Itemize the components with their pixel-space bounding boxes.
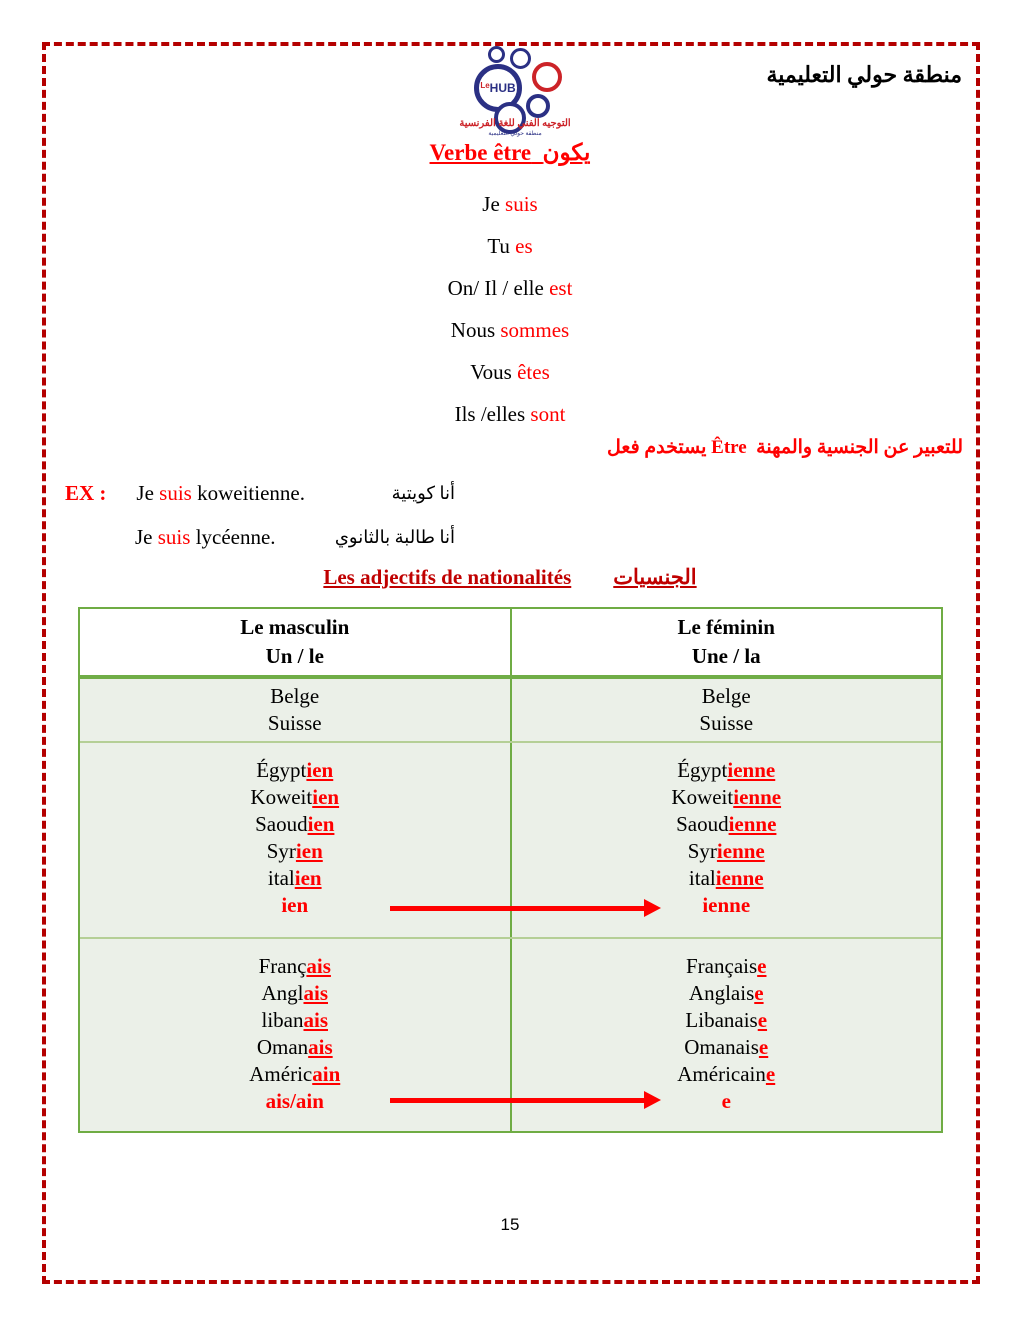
column-header-masculine [80,609,512,675]
usage-note-verb: Être [711,437,747,458]
school-logo [452,46,578,142]
example-verb: suis [157,525,191,549]
example-text: Je [135,525,153,549]
conjugation-line: Ils /elles sont [454,402,566,426]
column-subtitle: Un / le [265,644,324,668]
nationality-word: Américain [249,1062,341,1086]
conjugation-line: Je suis [482,192,538,216]
example-arabic: أنا طالبة بالثانوي [334,527,455,547]
title-french: Verbe être [429,140,532,165]
nationalities-table [78,607,943,1133]
rule-ending: ienne [702,893,751,917]
rule-ending: e [721,1089,731,1113]
conjugation-line: Vous êtes [470,360,550,384]
conjugation-line: Tu es [487,234,533,258]
nationality-word: italien [267,866,322,890]
logo-circle-icon [488,46,505,63]
nationality-word: Anglaise [688,981,764,1005]
logo-circle-icon [510,48,531,69]
usage-note [607,436,963,459]
conjugation-list [0,183,1020,435]
nationality-word: Belge [701,684,751,708]
section-heading [0,565,1020,590]
nationality-word: Anglais [261,981,328,1005]
nationality-word: Syrien [266,839,323,863]
nationality-word: Saoudien [255,812,335,836]
school-name: منطقة حولي التعليمية [766,62,962,87]
table-header-row [80,609,941,679]
column-subtitle: Une / la [691,644,761,668]
logo-caption: التوجيه الفني للغة الفرنسية [459,118,571,129]
logo-hub-text: $^{Le}$HUB [480,81,516,95]
rule-arrow-icon [390,906,646,911]
usage-note-arabic-lead: يستخدم فعل [607,437,707,458]
nationality-word: Suisse [267,711,322,735]
rule-ending: ien [281,893,309,917]
logo-subcaption: منطقة حولي التعليمية [488,131,542,137]
example-sentence [65,481,305,506]
rule-arrow-icon [390,1098,646,1103]
example-label: EX : [65,481,107,505]
nationality-word: Américaine [677,1062,776,1086]
nationality-word: Égyptienne [677,758,776,782]
column-title: Le masculin [240,615,350,639]
page-title [0,140,1020,166]
nationality-word: Koweitien [250,785,340,809]
example-text: Je [136,481,154,505]
nationality-word: Saoudienne [676,812,777,836]
usage-note-arabic-rest: للتعبير عن الجنسية والمهنة [756,437,963,458]
nationality-word: Libanaise [685,1008,768,1032]
nationality-word: Syrienne [687,839,765,863]
title-arabic: يكون [542,140,591,165]
logo-circle-icon [532,62,562,92]
nationality-word: Égyptien [256,758,334,782]
nationality-word: Belge [270,684,320,708]
nationality-word: Français [258,954,331,978]
table-row [80,679,941,743]
example-text: koweitienne. [197,481,305,505]
column-title: Le féminin [677,615,775,639]
section-heading-french: Les adjectifs de nationalités [323,565,572,589]
conjugation-line: On/ Il / elle est [447,276,573,300]
example-verb: suis [159,481,192,505]
rule-ending: ais/ain [265,1089,324,1113]
example-text: lycéenne. [195,525,276,549]
nationality-word: Française [686,954,767,978]
nationality-word: Omanais [256,1035,333,1059]
nationality-word: Suisse [699,711,754,735]
logo-circle-icon [526,94,550,118]
nationality-word: italienne [688,866,764,890]
section-heading-arabic: الجنسيات [613,565,697,589]
table-cell-masculine [80,679,512,741]
example-arabic: أنا كويتية [391,483,455,503]
page-number: 15 [500,1215,520,1234]
example-sentence [65,525,276,550]
column-header-feminine [512,609,942,675]
nationality-word: Koweitienne [671,785,782,809]
nationality-word: Omanaise [684,1035,769,1059]
nationality-word: libanais [261,1008,328,1032]
table-cell-feminine [512,679,942,741]
conjugation-line: Nous sommes [450,318,570,342]
